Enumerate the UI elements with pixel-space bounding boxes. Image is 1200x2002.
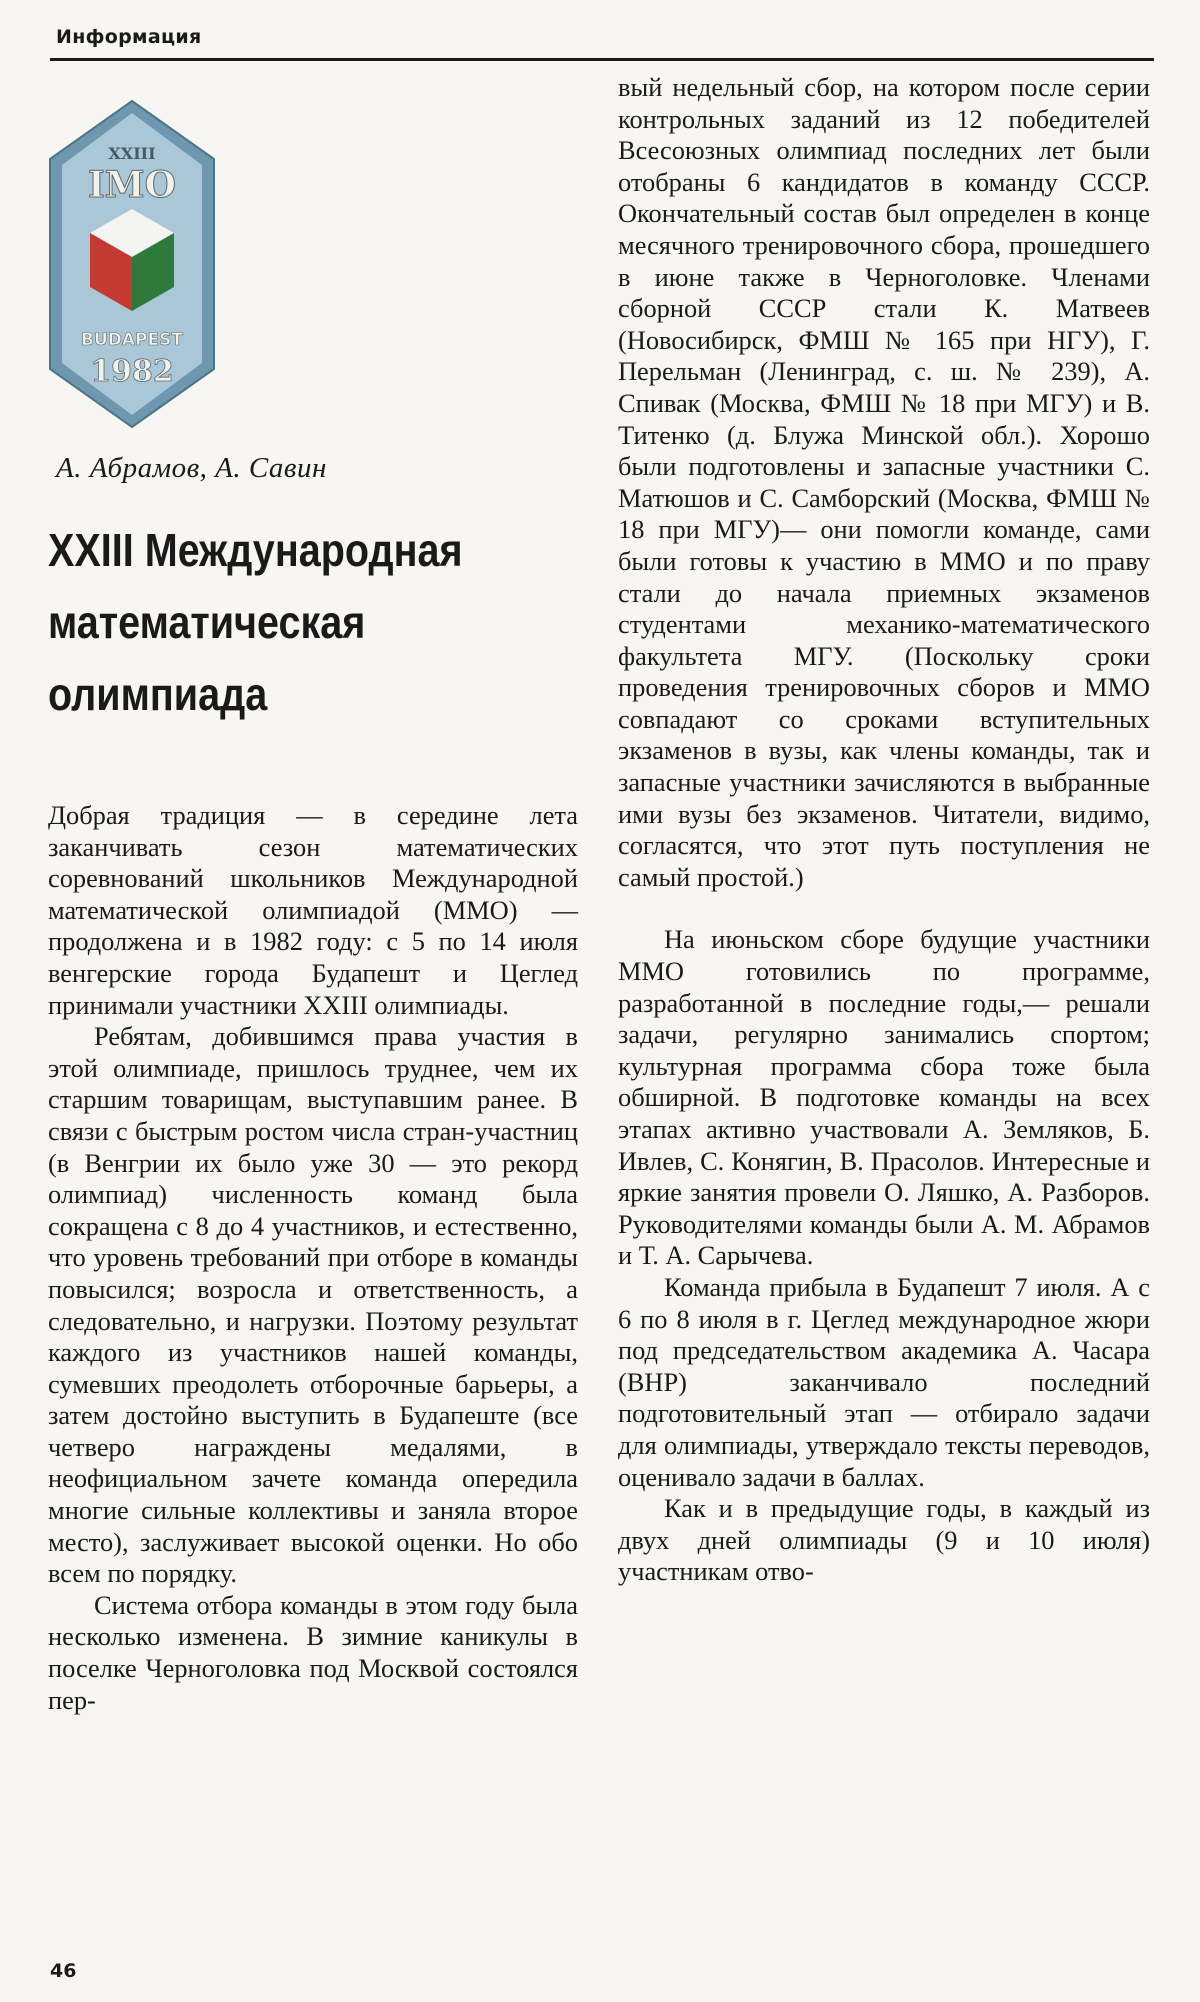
- badge-line3: BUDAPEST: [81, 330, 183, 350]
- article-title: [48, 514, 512, 730]
- badge-line4: 1982: [90, 354, 174, 389]
- title-line: математическая: [48, 596, 366, 648]
- title-line: XXIII Международная: [48, 524, 463, 576]
- paragraph: На июньском сборе будущие участники ММО готовились по программе, разработанной в последние годы,— решали задачи, регулярно занимались спортом; культурная программа сбора тоже была обширной. В подготовке команды на всех этапах активно участвовали А. Земляков, Б. Ивлев, С. Конягин, В. Прасолов. Интересные и яркие занятия провели О. Ляшко, А. Разборов. Руководителями команды были А. М. Абрамов и Т. А. Сарычева.: [618, 924, 1150, 1271]
- header-rule: [50, 58, 1154, 61]
- title-line: олимпиада: [48, 668, 268, 720]
- paragraph: Ребятам, добившимся права участия в этой олимпиаде, пришлось труднее, чем их старшим товарищам, выступавшим ранее. В связи с быстрым ростом числа стран-участниц (в Венгрии их было уже 30 — это рекорд олимпиад) численность команд была сокращена с 8 до 4 участников, и естественно, что уровень требований при отборе в команды повысился; возросла и ответственность, а следовательно, и нагрузки. Поэтому результат каждого из участников нашей команды, сумевших преодолеть отборочные барьеры, а затем достойно выступить в Будапеште (все четверо награждены медалями, в неофициальном зачете команда опередила многие сильные коллективы и заняла второе место), заслуживает высокой оценки. Но обо всем по порядку.: [48, 1021, 578, 1589]
- paragraph: вый недельный сбор, на котором после серии контрольных заданий из 12 победителей Всесоюзных олимпиад последних лет были отобраны 6 кандидатов в команду СССР. Окончательный состав был определен в конце месячного тренировочного сбора, прошедшего в июне также в Черноголовке. Членами сборной СССР стали К. Матвеев (Новосибирск, ФМШ № 165 при НГУ), Г. Перельман (Ленинград, с. ш. № 239), А. Спивак (Москва, ФМШ № 18 при МГУ) и В. Титенко (д. Блужа Минской обл.). Хорошо были подготовлены и запасные участники С. Матюшов и С. Самборский (Москва, ФМШ № 18 при МГУ)— они помогли команде, сами были готовы к участию в ММО и по праву стали до начала приемных экзаменов студентами механико-математического факультета МГУ. (Поскольку сроки проведения тренировочных сборов и ММО совпадают со сроками вступительных экзаменов в вузы, как члены команды, так и запасные участники зачисляются в выбранные ими вузы без экзаменов. Читатели, видимо, согласятся, что этот путь поступления не самый простой.): [618, 72, 1150, 892]
- paragraph: Как и в предыдущие годы, в каждый из двух дней олимпиады (9 и 10 июля) участникам отво-: [618, 1493, 1150, 1587]
- paragraph: Команда прибыла в Будапешт 7 июля. А с 6 по 8 июля в г. Цеглед международное жюри под председательством академика А. Часара (ВНР) заканчивало последний подготовительный этап — отбирало задачи для олимпиады, утверждало тексты переводов, оценивало задачи в баллах.: [618, 1271, 1150, 1492]
- badge-line1: XXIII: [108, 144, 156, 163]
- authors: А. Абрамов, А. Савин: [56, 452, 327, 484]
- page-number: 46: [50, 1960, 77, 1982]
- paragraph: Добрая традиция — в середине лета заканчивать сезон математических соревнований школьников Международной математической олимпиадой (ММО) — продолжена и в 1982 году: с 5 по 14 июля венгерские города Будапешт и Цеглед принимали участники XXIII олимпиады.: [48, 800, 578, 1020]
- badge-line2: IMO: [87, 164, 177, 206]
- section-label: Информация: [56, 26, 202, 48]
- imo-badge: [44, 97, 220, 431]
- right-column: [618, 72, 1150, 1588]
- left-column: [48, 800, 578, 1716]
- paragraph: Система отбора команды в этом году была несколько изменена. В зимние каникулы в поселке Черноголовка под Москвой состоялся пер-: [48, 1589, 578, 1715]
